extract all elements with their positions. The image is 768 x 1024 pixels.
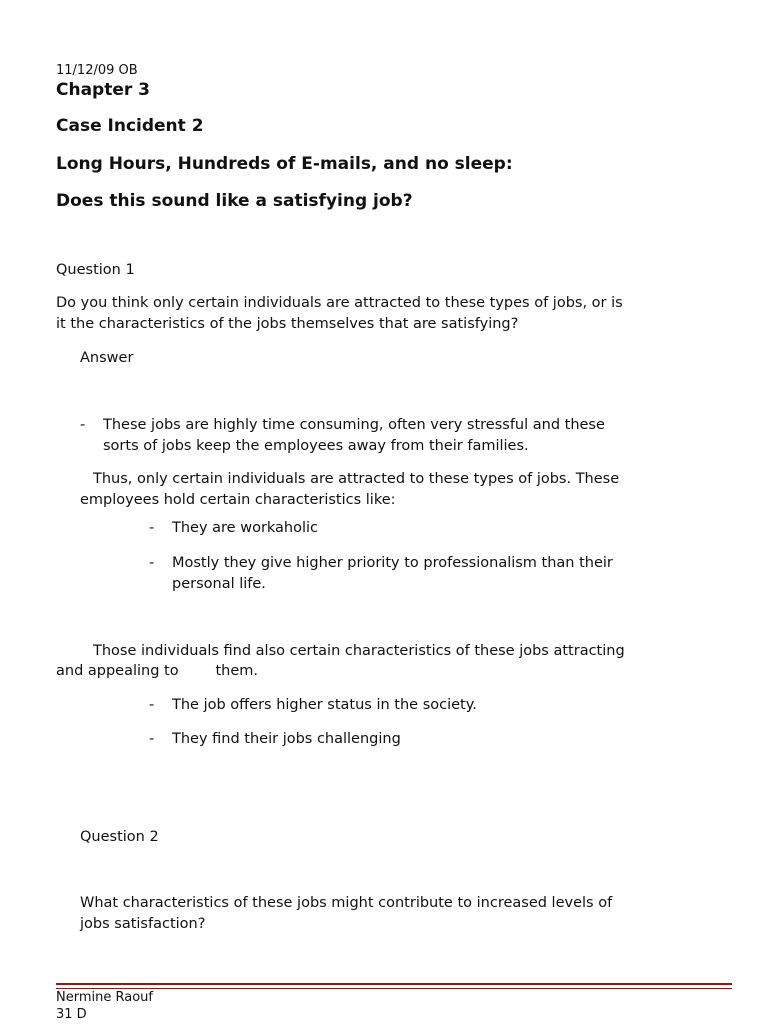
bullet-dash: - [80,417,86,433]
bullet-1-line-1: These jobs are highly time consuming, often very stressful and these [103,417,605,433]
bullet-dash: - [149,555,155,571]
those-line-1: Those individuals find also certain characteristics of these jobs attracting [93,643,625,659]
case-heading: Case Incident 2 [56,116,204,136]
bullet-1-line-2: sorts of jobs keep the employees away from their families. [103,438,529,454]
answer-label: Answer [80,350,134,366]
date-line: 11/12/09 OB [56,63,138,78]
title-line-1: Long Hours, Hundreds of E-mails, and no sleep: [56,154,513,174]
sub-bullet-priority-line-2: personal life. [172,576,266,592]
footer-author: Nermine Raouf [56,990,153,1005]
thus-line-2: employees hold certain characteristics like: [80,492,396,508]
footer-rule-thin [56,988,732,989]
question-1-text-line-2: it the characteristics of the jobs themselves that are satisfying? [56,316,519,332]
chapter-heading: Chapter 3 [56,80,151,100]
footer-class: 31 D [56,1007,87,1022]
bullet-dash: - [149,697,155,713]
thus-line-1: Thus, only certain individuals are attracted to these types of jobs. These [93,471,620,487]
sub-bullet-priority-line-1: Mostly they give higher priority to professionalism than their [172,555,613,571]
sub-bullet-workaholic: They are workaholic [172,520,319,536]
question-1-text-line-1: Do you think only certain individuals are attracted to these types of jobs, or is [56,295,623,311]
bullet-dash: - [149,731,155,747]
question-2-text-line-1: What characteristics of these jobs might contribute to increased levels of [80,895,613,911]
question-2-label: Question 2 [80,829,159,845]
footer-rule-thick [56,983,732,985]
sub-bullet-challenging: They find their jobs challenging [172,731,401,747]
those-line-2: and appealing to them. [56,663,259,679]
sub-bullet-status: The job offers higher status in the society. [172,697,477,713]
title-line-2: Does this sound like a satisfying job? [56,191,413,211]
bullet-dash: - [149,520,155,536]
question-2-text-line-2: jobs satisfaction? [80,916,206,932]
question-1-label: Question 1 [56,262,135,278]
